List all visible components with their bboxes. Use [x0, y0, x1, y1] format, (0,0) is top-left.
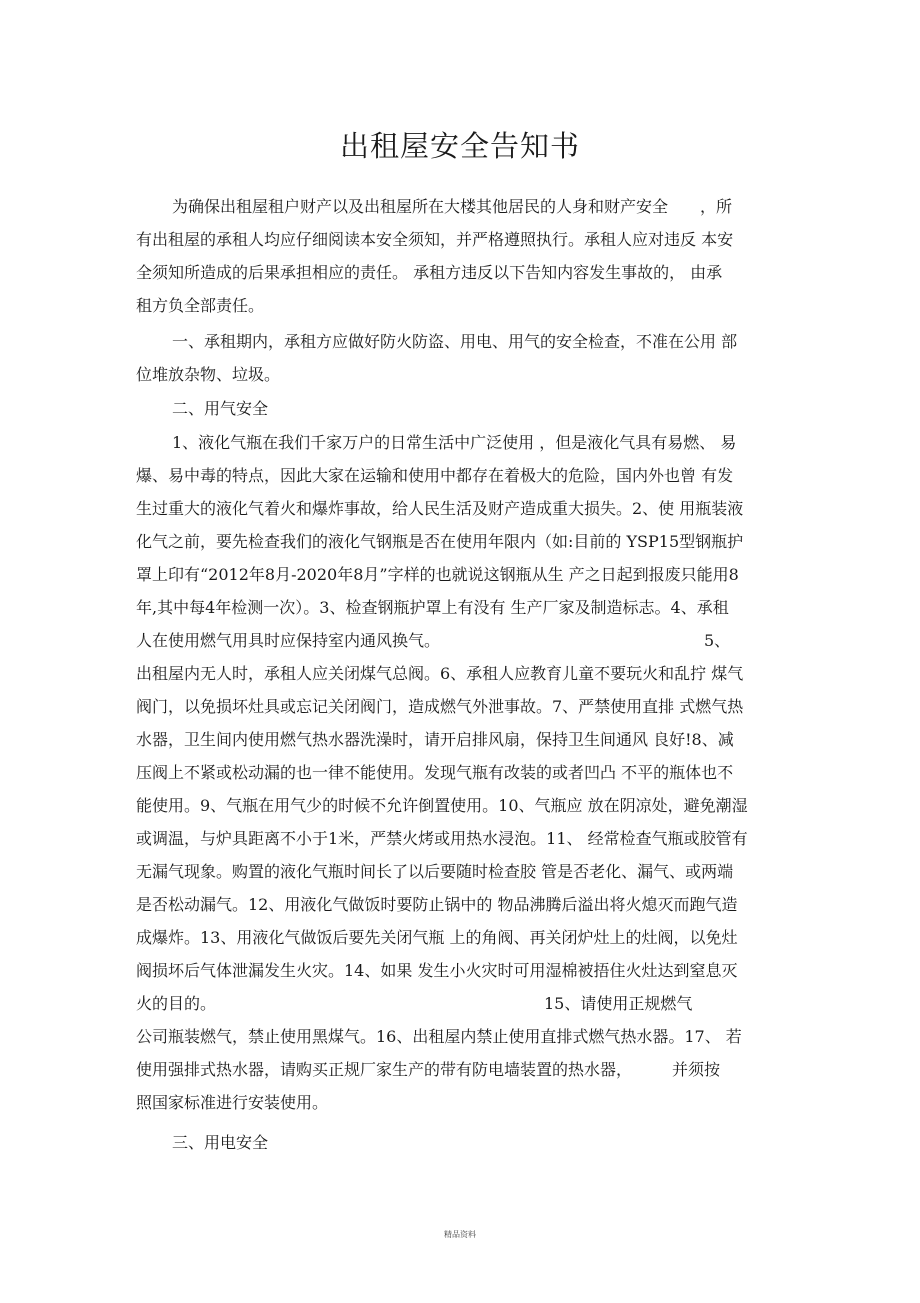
text-line: 出租屋内无人时，承租人应关闭煤气总阀。6、承租人应教育儿童不要玩火和乱拧 煤气 [136, 664, 744, 683]
text-line: 火的目的。 15、请使用正规燃气 [136, 994, 693, 1013]
text-line: 为确保出租屋租户财产以及出租屋所在大楼其他居民的人身和财产安全 ，所 [172, 197, 733, 216]
text-line: 全须知所造成的后果承担相应的责任。 承租方违反以下告知内容发生事故的， 由承 [136, 263, 723, 282]
text-line: 人在使用燃气用具时应保持室内通风换气。 5、 [136, 631, 731, 650]
text-line: 三、用电安全 [172, 1133, 269, 1152]
text-line: 成爆炸。13、用液化气做饭后要先关闭气瓶 上的角阀、再关闭炉灶上的灶阀，以免灶 [136, 928, 738, 947]
text-line: 能使用。9、气瓶在用气少的时候不允许倒置使用。10、气瓶应 放在阴凉处，避免潮湿 [136, 796, 748, 815]
text-line: 压阀上不紧或松动漏的也一律不能使用。发现气瓶有改装的或者凹凸 不平的瓶体也不 [136, 763, 734, 782]
text-line: 或调温，与炉具距离不小于1米，严禁火烤或用热水浸泡。11、 经常检查气瓶或胶管有 [136, 829, 748, 848]
page-footer: 精品资料 [444, 1230, 476, 1239]
text-line: 使用强排式热水器，请购买正规厂家生产的带有防电墙装置的热水器， 并须按 [136, 1060, 721, 1079]
document-body [136, 190, 792, 1159]
text-line: 1、液化气瓶在我们千家万户的日常生活中广泛使用 ，但是液化气具有易燃、 易 [172, 433, 737, 452]
text-line: 罩上印有“2012年8月-2020年8月”字样的也就说这钢瓶从生 产之日起到报废只能用8 [136, 565, 739, 584]
page-title: 出租屋安全告知书 [339, 129, 580, 163]
text-line: 照国家标准进行安装使用。 [136, 1093, 329, 1112]
text-line: 一、承租期内，承租方应做好防火防盗、用电、用气的安全检查，不准在公用 部 [172, 332, 738, 351]
text-line: 生过重大的液化气着火和爆炸事故，给人民生活及财产造成重大损失。2、使 用瓶装液 [136, 499, 744, 518]
text-line: 二、用气安全 [172, 399, 269, 418]
text-line: 年,其中每4年检测一次）。3、检查钢瓶护罩上有没有 生产厂家及制造标志。4、承租 [136, 598, 729, 617]
text-line: 阀损坏后气体泄漏发生火灾。14、如果 发生小火灾时可用湿棉被捂住火灶达到窒息灭 [136, 961, 738, 980]
text-line: 租方负全部责任。 [136, 296, 265, 315]
text-line: 阀门，以免损坏灶具或忘记关闭阀门，造成燃气外泄事故。7、严禁使用直排 式燃气热 [136, 697, 744, 716]
text-line: 位堆放杂物、垃圾。 [136, 365, 281, 384]
text-line: 无漏气现象。购置的液化气瓶时间长了以后要随时检查胶 管是否老化、漏气、或两端 [136, 862, 734, 881]
text-line: 公司瓶装燃气，禁止使用黑煤气。16、出租屋内禁止使用直排式燃气热水器。17、 若 [136, 1027, 742, 1046]
text-line: 爆、易中毒的特点，因此大家在运输和使用中都存在着极大的危险，国内外也曾 有发 [136, 466, 734, 485]
text-line: 是否松动漏气。12、用液化气做饭时要防止锅中的 物品沸腾后溢出将火熄灭而跑气造 [136, 895, 738, 914]
text-line: 化气之前，要先检查我们的液化气钢瓶是否在使用年限内（如:目前的 YSP15型钢瓶护 [136, 532, 744, 551]
text-line: 水器，卫生间内使用燃气热水器洗澡时，请开启排风扇，保持卫生间通风 良好!8、减 [136, 730, 734, 749]
text-line: 有出租屋的承租人均应仔细阅读本安全须知，并严格遵照执行。承租人应对违反 本安 [136, 230, 734, 249]
